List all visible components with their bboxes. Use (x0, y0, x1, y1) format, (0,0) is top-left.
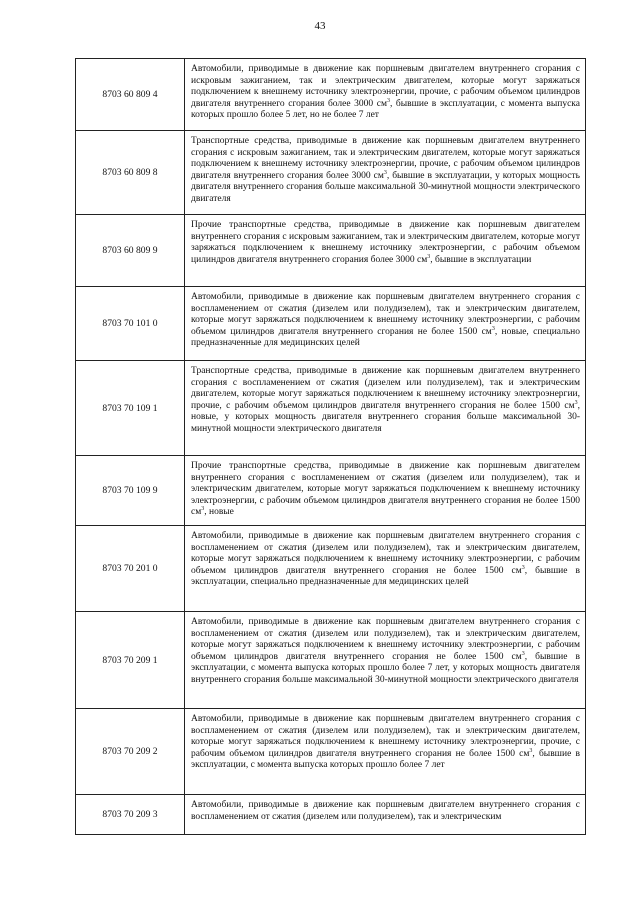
row-description: Автомобили, приводимые в движение как поршневым двигателем внутреннего сгорания с воспламенением от сжатия (дизелем или полудизелем), так и электрическим двигателем, которые могут заряжаться подключением к внешнему источнику электроэнергии, с рабочим объемом цилиндров двигателя внутреннего сгорания не более 1500 $см^3$, бывшие в эксплуатации, с момента выпуска которых прошло более 7 лет, у которых мощность двигателя внутреннего сгорания больше максимальной 30-минутной мощности электрического двигателя (185, 612, 586, 709)
row-description: Прочие транспортные средства, приводимые в движение как поршневым двигателем внутреннего сгорания с искровым зажиганием, так и электрическим двигателем, которые могут заряжаться подключением к внешнему источнику электроэнергии, с рабочим объемом цилиндров двигателя внутреннего сгорания более 3000 $см^3$, бывшие в эксплуатации (185, 215, 586, 287)
page-number: 43 (314, 20, 326, 32)
row-code: 8703 70 209 1 (76, 612, 185, 709)
row-description: Прочие транспортные средства, приводимые в движение как поршневым двигателем внутреннего сгорания с воспламенением от сжатия (дизелем или полудизелем), так и электрическим двигателем, которые могут заряжаться подключением к внешнему источнику электроэнергии, с рабочим объемом цилиндров двигателя внутреннего сгорания не более 1500 $см^3$, новые (185, 456, 586, 526)
table-row (76, 612, 586, 709)
table-row (76, 287, 586, 361)
tariff-code-table (75, 58, 586, 835)
table-row (76, 131, 586, 215)
row-code: 8703 60 809 9 (76, 215, 185, 287)
row-code: 8703 70 109 1 (76, 361, 185, 456)
row-description: Транспортные средства, приводимые в движение как поршневым двигателем внутреннего сгорания с воспламенением от сжатия (дизелем или полудизелем), так и электрическим двигателем, которые могут заряжаться подключением к внешнему источнику электроэнергии, прочие, с рабочим объемом цилиндров двигателя внутреннего сгорания не более 1500 $см^3$, новые, у которых мощность двигателя внутреннего сгорания больше максимальной 30-минутной мощности электрического двигателя (185, 361, 586, 456)
row-description: Автомобили, приводимые в движение как поршневым двигателем внутреннего сгорания с воспламенением от сжатия (дизелем или полудизелем), так и электрическим двигателем, которые могут заряжаться подключением к внешнему источнику электроэнергии, с рабочим объемом цилиндров двигателя внутреннего сгорания не более 1500 $см^3$, бывшие в эксплуатации, специально предназначенные для медицинских целей (185, 526, 586, 612)
table-row (76, 456, 586, 526)
row-code: 8703 70 101 0 (76, 287, 185, 361)
table-row (76, 215, 586, 287)
row-code: 8703 70 109 9 (76, 456, 185, 526)
table-row (76, 59, 586, 131)
row-description: Автомобили, приводимые в движение как поршневым двигателем внутреннего сгорания с воспламенением от сжатия (дизелем или полудизелем), так и электрическим двигателем, которые могут заряжаться подключением к внешнему источнику электроэнергии, прочие, с рабочим объемом цилиндров двигателя внутреннего сгорания не более 1500 $см^3$, бывшие в эксплуатации, с момента выпуска которых прошло более 7 лет (185, 709, 586, 795)
row-description: Транспортные средства, приводимые в движение как поршневым двигателем внутреннего сгорания с искровым зажиганием, так и электрическим двигателем, которые могут заряжаться подключением к внешнему источнику электроэнергии, прочие, с рабочим объемом цилиндров двигателя внутреннего сгорания более 3000 $см^3$, бывшие в эксплуатации, у которых мощность двигателя внутреннего сгорания больше максимальной 30-минутной мощности электрического двигателя (185, 131, 586, 215)
table-row (76, 526, 586, 612)
table-row (76, 709, 586, 795)
row-code: 8703 60 809 4 (76, 59, 185, 131)
row-code: 8703 70 209 2 (76, 709, 185, 795)
row-description: Автомобили, приводимые в движение как поршневым двигателем внутреннего сгорания с воспламенением от сжатия (дизелем или полудизелем), так и электрическим (185, 795, 586, 835)
row-description: Автомобили, приводимые в движение как поршневым двигателем внутреннего сгорания с искровым зажиганием, так и электрическим двигателем, которые могут заряжаться подключением к внешнему источнику электроэнергии, прочие, с рабочим объемом цилиндров двигателя внутреннего сгорания более 3000 $см^3$, бывшие в эксплуатации, с момента выпуска которых прошло более 5 лет, но не более 7 лет (185, 59, 586, 131)
table-row (76, 795, 586, 835)
row-description: Автомобили, приводимые в движение как поршневым двигателем внутреннего сгорания с воспламенением от сжатия (дизелем или полудизелем), так и электрическим двигателем, которые могут заряжаться подключением к внешнему источнику электроэнергии, с рабочим объемом цилиндров двигателя внутреннего сгорания не более 1500 $см^3$, новые, специально предназначенные для медицинских целей (185, 287, 586, 361)
row-code: 8703 60 809 8 (76, 131, 185, 215)
row-code: 8703 70 209 3 (76, 795, 185, 835)
table-row (76, 361, 586, 456)
row-code: 8703 70 201 0 (76, 526, 185, 612)
